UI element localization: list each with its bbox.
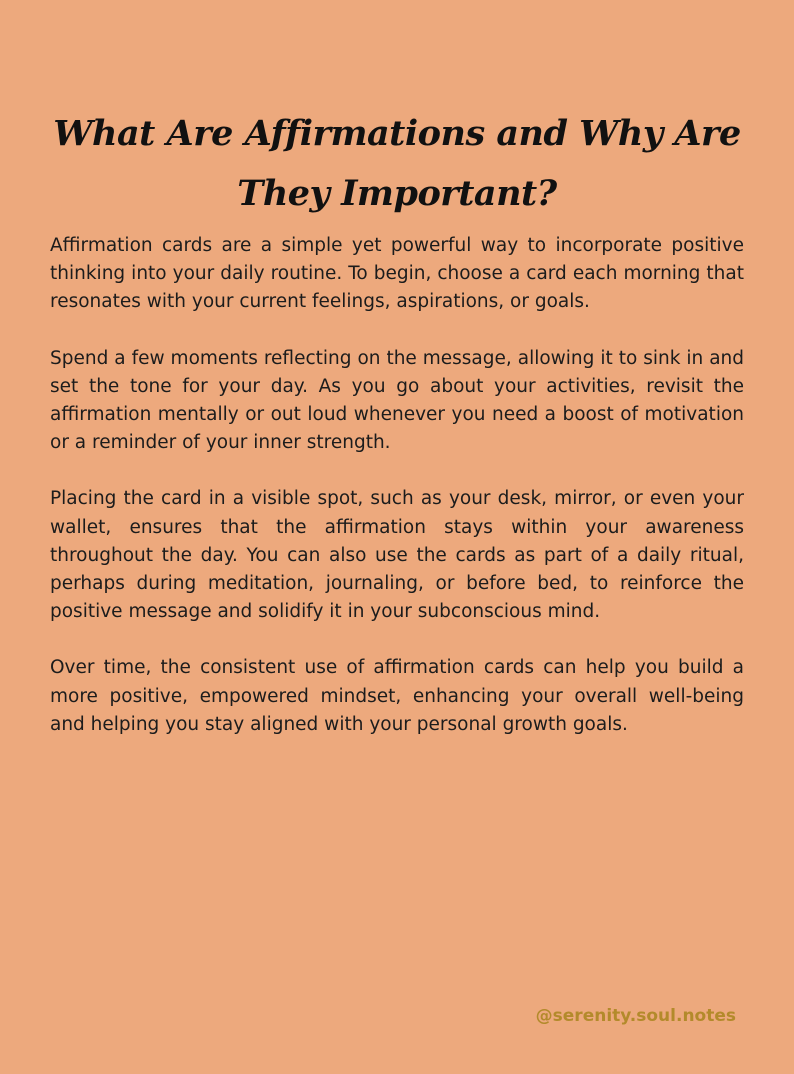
social-handle: @serenity.soul.notes [535,1006,736,1026]
paragraph-1: Affirmation cards are a simple yet powerful way to incorporate positive thinking into your daily routine. To begin, choose a card each morning that resonates with your current feelings, aspirations, or goals. [50,235,744,313]
paragraph-3: Placing the card in a visible spot, such as your desk, mirror, or even your wallet, ensures that the affirmation stays within your awareness throughout the day. You can also use the cards as part of a daily ritual, perhaps during meditation, journaling, or before bed, to reinforce the positive message and solidify it in your subconscious mind. [50,488,744,623]
body-text [50,232,744,767]
paragraph-4: Over time, the consistent use of affirmation cards can help you build a more positive, empowered mindset, enhancing your overall well-being and helping you stay aligned with your personal growth goals. [50,657,744,735]
paragraph-2: Spend a few moments reflecting on the message, allowing it to sink in and set the tone for your day. As you go about your activities, revisit the affirmation mentally or out loud whenever you need a boost of motivation or a reminder of your inner strength. [50,347,744,454]
page-title: What Are Affirmations and Why Are They Important? [53,113,741,214]
